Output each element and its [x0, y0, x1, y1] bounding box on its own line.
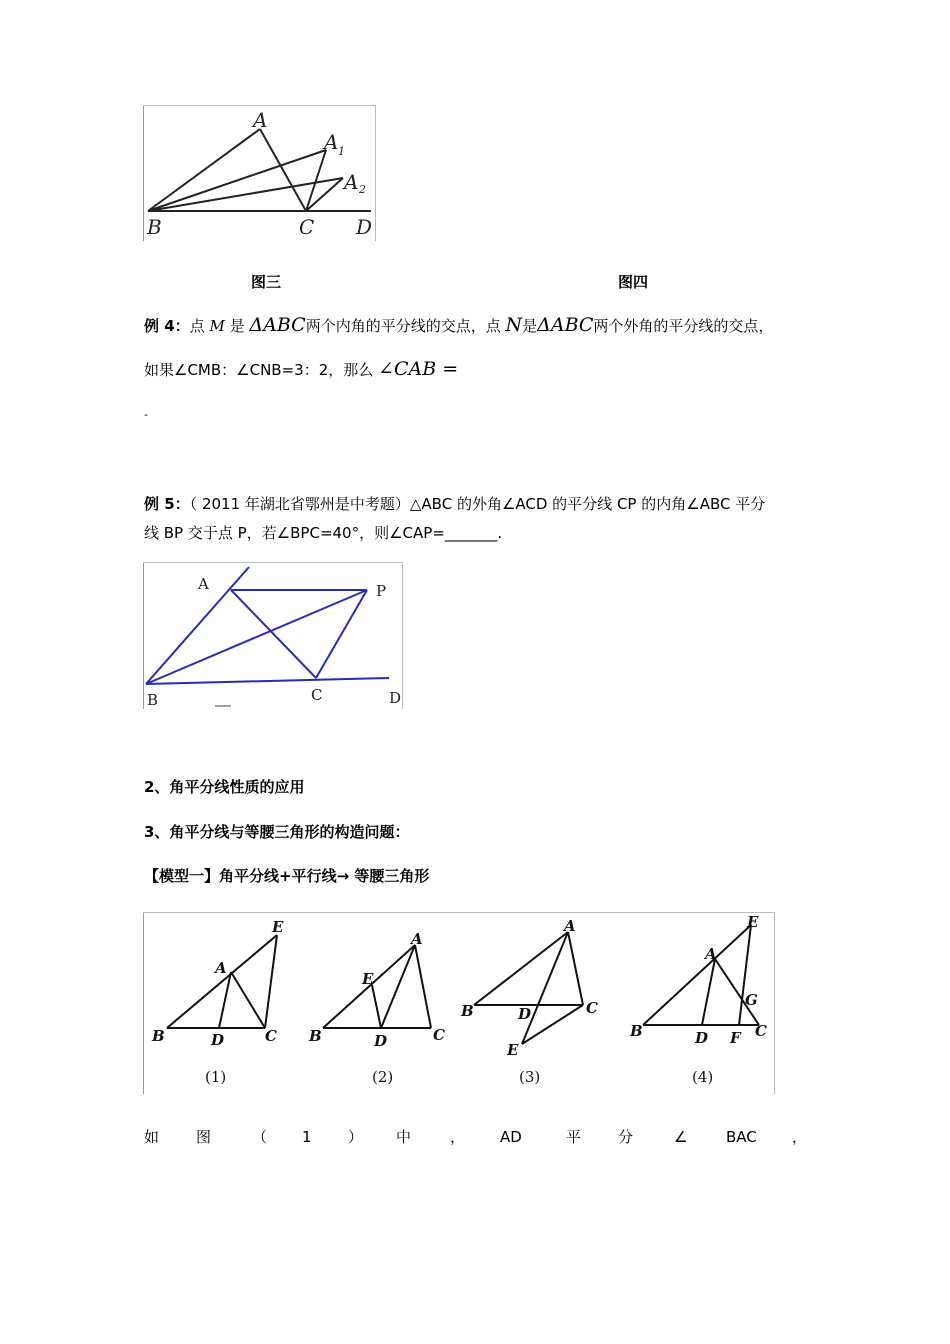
figure-three-diagram: [143, 105, 376, 241]
label-a2-sub: 2: [359, 183, 366, 196]
last-line-word: ，: [792, 1128, 808, 1146]
last-line-word: AD: [500, 1128, 522, 1146]
label-d: D: [389, 689, 402, 707]
last-line-word: ）: [348, 1128, 364, 1146]
label-c: C: [311, 686, 323, 704]
p1-label-b: B: [152, 1027, 165, 1045]
p4-label-f: F: [730, 1029, 741, 1047]
figure-example-5-diagram: [143, 562, 403, 709]
last-line-word: 中: [396, 1128, 412, 1146]
label-a: A: [253, 108, 268, 132]
label-a1: A: [324, 130, 339, 154]
example-4-condition: 如果∠CMB：∠CNB=3：2，那么: [144, 361, 374, 379]
p1-label-e: E: [272, 918, 284, 936]
model-one-diagram: [143, 912, 775, 1094]
example-4-mark: -: [144, 408, 148, 421]
model-one-heading: 【模型一】角平分线+平行线→ 等腰三角形: [144, 867, 430, 885]
p2-label-b: B: [309, 1027, 322, 1045]
example-4-text-2: 是: [224, 317, 245, 335]
panel-1-caption: (1): [205, 1068, 227, 1086]
label-p: P: [376, 582, 387, 600]
p3-label-a: A: [564, 917, 576, 935]
p3-label-b: B: [461, 1002, 474, 1020]
example-4-text-4: 是: [522, 317, 538, 335]
section-2-heading: 2、角平分线性质的应用: [144, 778, 305, 796]
example-5-line-1: [144, 494, 765, 514]
p2-label-d: D: [374, 1032, 388, 1050]
figure-three: [143, 105, 376, 241]
last-line-word: ，: [450, 1128, 466, 1146]
caption-figure-four: 图四: [618, 273, 649, 291]
panel-2-caption: (2): [372, 1068, 394, 1086]
p2-label-a: A: [411, 930, 423, 948]
p4-label-a: A: [705, 945, 717, 963]
label-a1-sub: 1: [338, 145, 345, 158]
last-line-word: （: [252, 1128, 268, 1146]
example-4-text-1: 点: [189, 317, 205, 335]
label-b: B: [147, 691, 159, 709]
section-3-heading: 3、角平分线与等腰三角形的构造问题：: [144, 823, 410, 841]
triangle-abc-1: ΔABC: [249, 314, 306, 336]
last-line-word: 图: [196, 1128, 212, 1146]
last-line-word: ∠: [674, 1128, 688, 1146]
example-4-text-5: 两个外角的平分线的交点，: [593, 317, 774, 335]
label-c: C: [299, 215, 315, 239]
last-line-word: 如: [144, 1128, 160, 1146]
example-4-angle-expression: ∠CAB =: [378, 358, 459, 380]
p3-label-e: E: [507, 1041, 519, 1059]
p4-label-c: C: [755, 1022, 767, 1040]
p4-label-g: G: [745, 991, 758, 1009]
p2-label-c: C: [433, 1026, 445, 1044]
triangle-abc-2: ΔABC: [537, 314, 594, 336]
last-line-word: 分: [618, 1128, 634, 1146]
panel-3-caption: (3): [519, 1068, 541, 1086]
p1-label-c: C: [265, 1027, 277, 1045]
last-line-word: BAC: [726, 1128, 757, 1146]
example-5-prefix: 例 5：: [144, 495, 190, 513]
label-b: B: [147, 215, 162, 239]
p3-label-d: D: [518, 1005, 532, 1023]
p2-label-e: E: [362, 970, 374, 988]
point-m: M: [209, 317, 225, 335]
last-line-word: 平: [566, 1128, 582, 1146]
panel-4-caption: (4): [692, 1068, 714, 1086]
last-line-word: 1: [302, 1128, 312, 1146]
example-4-line-2: [144, 359, 458, 380]
point-n: N: [505, 314, 523, 336]
model-one-figures: [143, 912, 775, 1094]
p4-label-e: E: [747, 913, 759, 931]
p3-label-c: C: [586, 999, 598, 1017]
figure-example-5: [143, 562, 403, 709]
example-4-prefix: 例 4：: [144, 317, 190, 335]
label-a: A: [198, 575, 209, 593]
p1-label-a: A: [215, 959, 227, 977]
label-d: D: [356, 215, 373, 239]
p4-label-b: B: [630, 1022, 643, 1040]
example-4-text-3: 两个内角的平分线的交点，点: [305, 317, 501, 335]
example-5-line-2: 线 BP 交于点 P，若∠BPC=40°，则∠CAP=_______.: [144, 524, 503, 542]
example-5-text-1: （ 2011 年湖北省鄂州是中考题）△ABC 的外角∠ACD 的平分线 CP 的内角∠ABC 平分: [189, 495, 766, 513]
p4-label-d: D: [695, 1029, 709, 1047]
label-a2: A: [344, 170, 359, 194]
caption-figure-three: 图三: [251, 273, 282, 291]
example-4-line-1: [144, 315, 773, 336]
p1-label-d: D: [211, 1031, 225, 1049]
